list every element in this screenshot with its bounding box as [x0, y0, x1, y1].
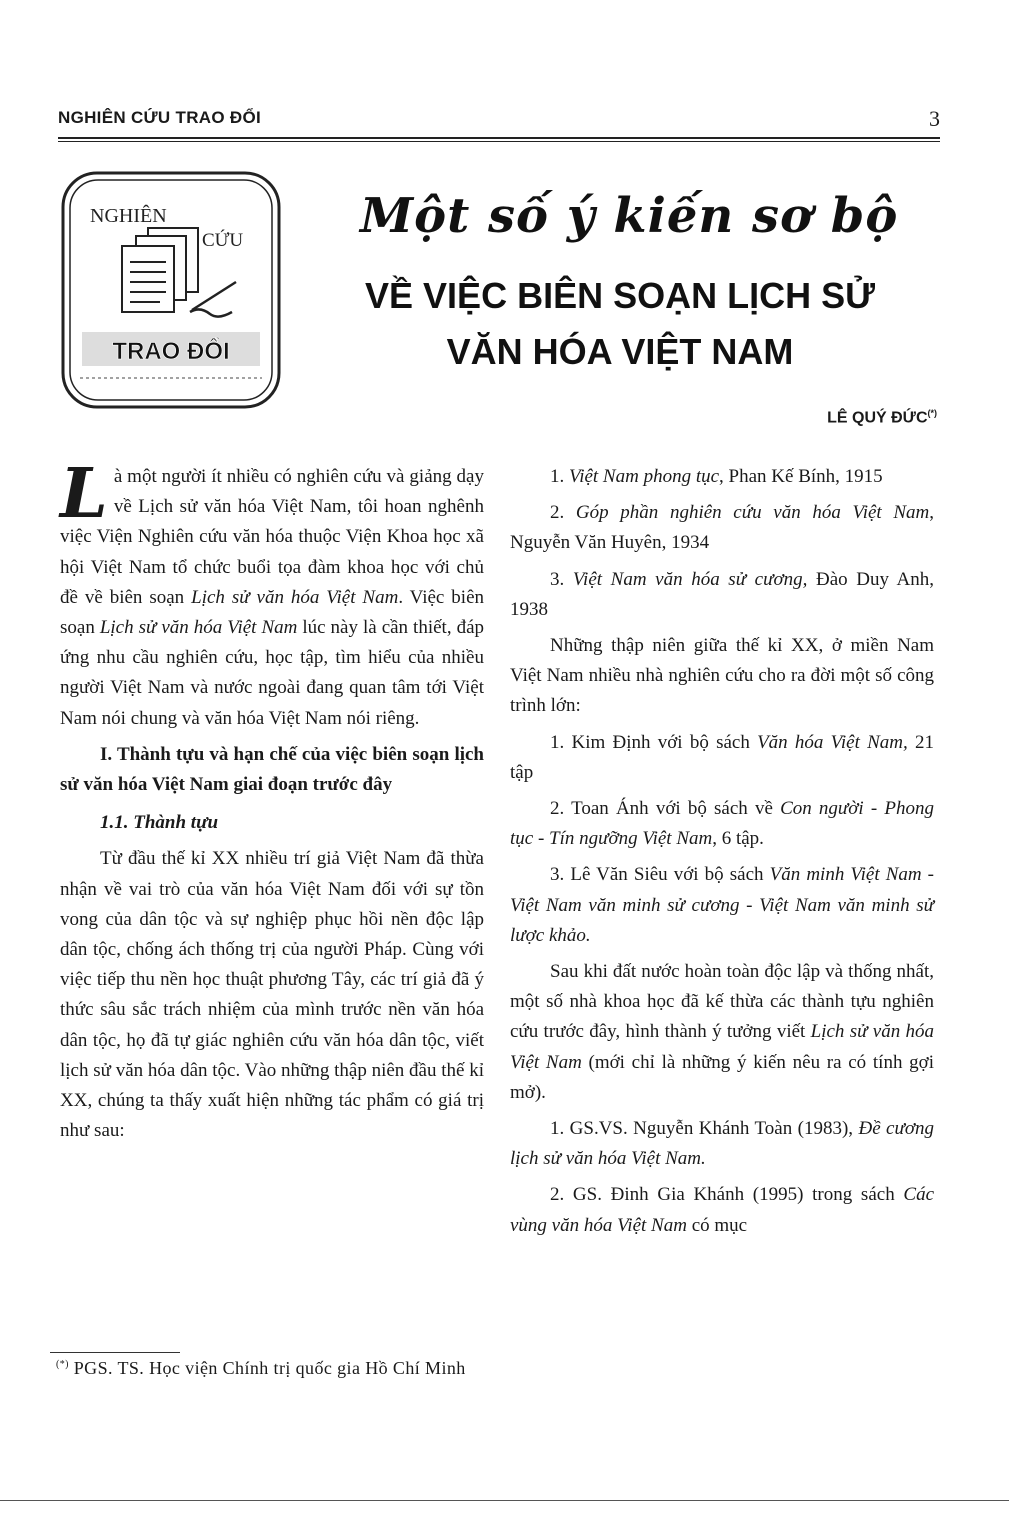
- list-item: 2. Toan Ánh với bộ sách về Con người - Phong tục - Tín ngưỡng Việt Nam, 6 tập.: [510, 798, 934, 850]
- list-item: 3. Việt Nam văn hóa sử cương, Đào Duy Anh, 1938: [510, 568, 934, 620]
- subsection-heading: 1.1. Thành tựu: [100, 812, 219, 834]
- section-logo: [60, 170, 282, 410]
- section-heading: I. Thành tựu và hạn chế của việc biên soạn lịch sử văn hóa Việt Nam giai đoạn trước đây: [60, 743, 484, 796]
- article-title: [300, 268, 940, 380]
- body-paragraph: Từ đầu thế kỉ XX nhiều trí giả Việt Nam đã thừa nhận về vai trò của văn hóa Việt Nam đối với sự tồn vong của dân tộc và sự nghiệp phục hồi nền độc lập dân tộc, chống ách thống trị của người Pháp. Cùng với việc tiếp thu nền học thuật phương Tây, các trí giả đã ý thức sâu sắc trách nhiệm của mình trước nền văn hóa dân tộc, họ đã tự giác nghiên cứu văn hóa dân tộc, viết lịch sử văn hóa dân tộc. Vào những thập niên đầu thế kỉ XX, chúng ta thấy xuất hiện những tác phẩm có giá trị như sau:: [60, 848, 484, 1142]
- section-title: NGHIÊN CỨU TRAO ĐỔI: [58, 108, 262, 127]
- header-rule-thin: [58, 141, 940, 142]
- footnote-rule: [50, 1352, 180, 1353]
- footnote-text: PGS. TS. Học viện Chính trị quốc gia Hồ Chí Minh: [68, 1358, 466, 1378]
- author: [827, 408, 937, 427]
- author-mark: (*): [927, 408, 937, 418]
- list-item: 1. Việt Nam phong tục, Phan Kế Bính, 1915: [550, 466, 883, 487]
- body-paragraph: Sau khi đất nước hoàn toàn độc lập và thống nhất, một số nhà khoa học đã kế thừa các thành tựu nghiên cứu trước đây, hình thành ý tưởng viết Lịch sử văn hóa Việt Nam (mới chỉ là những ý kiến nêu ra có tính gợi mở).: [510, 961, 935, 1103]
- list-item: 2. Góp phần nghiên cứu văn hóa Việt Nam, Nguyễn Văn Huyên, 1934: [510, 502, 934, 554]
- footnote-mark: (*): [56, 1359, 69, 1370]
- header-rule: [58, 137, 940, 139]
- page-bottom-rule: [0, 1500, 1009, 1501]
- list-item: 1. GS.VS. Nguyễn Khánh Toàn (1983), Đề cương lịch sử văn hóa Việt Nam.: [510, 1118, 934, 1170]
- intro-paragraph: Là một người ít nhiều có nghiên cứu và giảng dạy về Lịch sử văn hóa Việt Nam, tôi hoan nghênh việc Viện Nghiên cứu văn hóa thuộc Viện Khoa học xã hội Việt Nam tổ chức buổi tọa đàm khoa học với chủ đề về biên soạn Lịch sử văn hóa Việt Nam. Việc biên soạn Lịch sử văn hóa Việt Nam lúc này là cần thiết, đáp ứng nhu cầu nghiên cứu, học tập, tìm hiểu của nhiều người Việt Nam và nước ngoài đang quan tâm tới Việt Nam nói chung và văn hóa Việt Nam nói riêng.: [60, 454, 485, 729]
- author-name: LÊ QUÝ ĐỨC: [827, 409, 928, 427]
- running-header: [58, 104, 940, 136]
- logo-top-text: NGHIÊN: [90, 205, 167, 227]
- logo-mid-text: CỨU: [202, 230, 244, 251]
- list-item: 2. GS. Đinh Gia Khánh (1995) trong sách Các vùng văn hóa Việt Nam có mục: [510, 1184, 934, 1236]
- body-paragraph: Những thập niên giữa thế kỉ XX, ở miền Nam Việt Nam nhiều nhà nghiên cứu cho ra đời một số công trình lớn:: [510, 635, 934, 717]
- left-column: [60, 454, 485, 1152]
- dropcap: L: [60, 454, 108, 534]
- documents-icon: [122, 228, 198, 312]
- title-script: Một số ý kiến sơ bộ: [360, 188, 899, 244]
- right-column: [510, 462, 934, 1247]
- list-item: 3. Lê Văn Siêu với bộ sách Văn minh Việt Nam - Việt Nam văn minh sử cương - Việt Nam văn minh sử lược khảo.: [510, 864, 935, 946]
- title-line-1: VỀ VIỆC BIÊN SOẠN LỊCH SỬ: [365, 275, 875, 316]
- footnote: [56, 1358, 466, 1379]
- page-number: 3: [929, 106, 940, 131]
- list-item: 1. Kim Định với bộ sách Văn hóa Việt Nam, 21 tập: [510, 731, 934, 783]
- logo-bottom-text: TRAO ĐỔI: [112, 338, 230, 365]
- title-line-2: VĂN HÓA VIỆT NAM: [446, 331, 794, 372]
